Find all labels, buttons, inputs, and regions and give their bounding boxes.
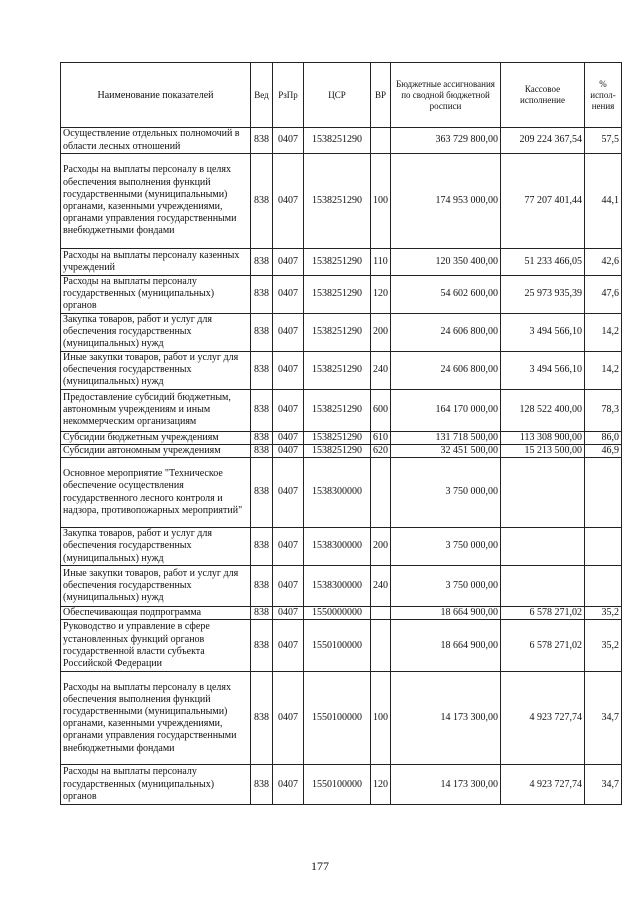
row-rzpr: 0407	[273, 154, 304, 249]
row-budget: 174 953 000,00	[391, 154, 501, 249]
row-csr: 1550000000	[304, 607, 371, 620]
row-name: Руководство и управление в сфере установленных функций органов государственной власти субъекта Российской Федерации	[61, 620, 251, 672]
row-pct: 86,0	[585, 431, 622, 444]
row-name: Расходы на выплаты персоналу в целях обеспечения выполнения функций государственными (муниципальными) органами, казенными учреждениями, органами управления государственными внебюджетными фондами	[61, 672, 251, 765]
row-csr: 1538300000	[304, 458, 371, 528]
row-vr: 100	[371, 154, 391, 249]
row-name: Осуществление отдельных полномочий в области лесных отношений	[61, 128, 251, 154]
row-budget: 3 750 000,00	[391, 528, 501, 566]
row-ved: 838	[251, 313, 273, 351]
row-rzpr: 0407	[273, 313, 304, 351]
row-ved: 838	[251, 154, 273, 249]
row-rzpr: 0407	[273, 431, 304, 444]
row-csr: 1538251290	[304, 351, 371, 389]
row-rzpr: 0407	[273, 128, 304, 154]
row-cash: 25 973 935,39	[501, 276, 585, 314]
row-name: Закупка товаров, работ и услуг для обеспечения государственных (муниципальных) нужд	[61, 528, 251, 566]
row-cash: 128 522 400,00	[501, 389, 585, 431]
header-vr: ВР	[371, 63, 391, 128]
header-cash: Кассовое исполнение	[501, 63, 585, 128]
table-row	[61, 313, 622, 351]
row-cash: 77 207 401,44	[501, 154, 585, 249]
row-csr: 1550100000	[304, 620, 371, 672]
table-row	[61, 128, 622, 154]
row-rzpr: 0407	[273, 528, 304, 566]
row-name: Субсидии бюджетным учреждениям	[61, 431, 251, 444]
row-pct: 35,2	[585, 620, 622, 672]
header-ved: Вед	[251, 63, 273, 128]
table-row	[61, 431, 622, 444]
row-cash: 6 578 271,02	[501, 620, 585, 672]
row-name: Расходы на выплаты персоналу государственных (муниципальных) органов	[61, 276, 251, 314]
row-budget: 24 606 800,00	[391, 351, 501, 389]
header-name: Наименование показателей	[61, 63, 251, 128]
table-row	[61, 458, 622, 528]
row-ved: 838	[251, 458, 273, 528]
table-row	[61, 566, 622, 607]
row-rzpr: 0407	[273, 620, 304, 672]
row-vr: 100	[371, 672, 391, 765]
row-cash	[501, 458, 585, 528]
row-pct: 34,7	[585, 672, 622, 765]
table-row	[61, 154, 622, 249]
row-pct: 14,2	[585, 313, 622, 351]
row-cash: 51 233 466,05	[501, 249, 585, 276]
row-pct	[585, 566, 622, 607]
row-ved: 838	[251, 276, 273, 314]
row-name: Закупка товаров, работ и услуг для обеспечения государственных (муниципальных) нужд	[61, 313, 251, 351]
row-csr: 1538251290	[304, 154, 371, 249]
row-ved: 838	[251, 249, 273, 276]
row-rzpr: 0407	[273, 444, 304, 457]
row-ved: 838	[251, 765, 273, 805]
row-cash	[501, 566, 585, 607]
table-row	[61, 249, 622, 276]
row-rzpr: 0407	[273, 249, 304, 276]
row-pct: 14,2	[585, 351, 622, 389]
row-ved: 838	[251, 528, 273, 566]
row-vr	[371, 620, 391, 672]
row-cash	[501, 528, 585, 566]
row-vr: 120	[371, 276, 391, 314]
row-ved: 838	[251, 128, 273, 154]
row-pct: 46,9	[585, 444, 622, 457]
row-name: Расходы на выплаты персоналу в целях обеспечения выполнения функций государственными (муниципальными) органами, казенными учреждениями, органами управления государственными внебюджетными фондами	[61, 154, 251, 249]
row-vr: 200	[371, 313, 391, 351]
header-rzpr: РзПр	[273, 63, 304, 128]
row-csr: 1538251290	[304, 444, 371, 457]
table-row	[61, 351, 622, 389]
row-cash: 3 494 566,10	[501, 351, 585, 389]
row-csr: 1538300000	[304, 528, 371, 566]
row-budget: 164 170 000,00	[391, 389, 501, 431]
row-cash: 15 213 500,00	[501, 444, 585, 457]
row-vr: 620	[371, 444, 391, 457]
row-vr: 240	[371, 351, 391, 389]
row-csr: 1538300000	[304, 566, 371, 607]
row-vr	[371, 607, 391, 620]
row-name: Расходы на выплаты персоналу казенных учреждений	[61, 249, 251, 276]
row-budget: 3 750 000,00	[391, 566, 501, 607]
row-csr: 1538251290	[304, 276, 371, 314]
row-cash: 209 224 367,54	[501, 128, 585, 154]
row-ved: 838	[251, 620, 273, 672]
row-csr: 1538251290	[304, 249, 371, 276]
budget-execution-table	[60, 62, 622, 805]
row-budget: 3 750 000,00	[391, 458, 501, 528]
row-name: Расходы на выплаты персоналу государственных (муниципальных) органов	[61, 765, 251, 805]
row-budget: 18 664 900,00	[391, 607, 501, 620]
row-budget: 32 451 500,00	[391, 444, 501, 457]
header-budget: Бюджетные ассигнования по сводной бюджетной росписи	[391, 63, 501, 128]
row-ved: 838	[251, 389, 273, 431]
row-pct	[585, 458, 622, 528]
row-budget: 14 173 300,00	[391, 672, 501, 765]
row-cash: 6 578 271,02	[501, 607, 585, 620]
row-csr: 1538251290	[304, 128, 371, 154]
row-name: Основное мероприятие "Техническое обеспечение осуществления государственного лесного контроля и надзора, противопожарных мероприятий"	[61, 458, 251, 528]
row-budget: 54 602 600,00	[391, 276, 501, 314]
row-rzpr: 0407	[273, 276, 304, 314]
table-row	[61, 765, 622, 805]
row-rzpr: 0407	[273, 351, 304, 389]
table-header-row	[61, 63, 622, 128]
row-rzpr: 0407	[273, 458, 304, 528]
row-vr	[371, 458, 391, 528]
header-pct: % испол-нения	[585, 63, 622, 128]
row-vr: 600	[371, 389, 391, 431]
row-budget: 363 729 800,00	[391, 128, 501, 154]
row-pct: 44,1	[585, 154, 622, 249]
row-ved: 838	[251, 444, 273, 457]
row-budget: 120 350 400,00	[391, 249, 501, 276]
header-csr: ЦСР	[304, 63, 371, 128]
row-rzpr: 0407	[273, 607, 304, 620]
row-ved: 838	[251, 672, 273, 765]
row-vr: 240	[371, 566, 391, 607]
row-pct	[585, 528, 622, 566]
table-row	[61, 528, 622, 566]
row-csr: 1538251290	[304, 313, 371, 351]
row-budget: 131 718 500,00	[391, 431, 501, 444]
page-number: 177	[311, 859, 329, 873]
row-pct: 78,3	[585, 389, 622, 431]
row-pct: 35,2	[585, 607, 622, 620]
row-name: Предоставление субсидий бюджетным, автономным учреждениям и иным некоммерческим организациям	[61, 389, 251, 431]
row-name: Иные закупки товаров, работ и услуг для обеспечения государственных (муниципальных) нужд	[61, 566, 251, 607]
table-row	[61, 276, 622, 314]
row-vr: 120	[371, 765, 391, 805]
row-ved: 838	[251, 566, 273, 607]
row-csr: 1550100000	[304, 765, 371, 805]
row-vr	[371, 128, 391, 154]
row-budget: 24 606 800,00	[391, 313, 501, 351]
row-rzpr: 0407	[273, 672, 304, 765]
row-vr: 200	[371, 528, 391, 566]
table-row	[61, 672, 622, 765]
row-budget: 18 664 900,00	[391, 620, 501, 672]
row-pct: 42,6	[585, 249, 622, 276]
row-rzpr: 0407	[273, 566, 304, 607]
row-name: Иные закупки товаров, работ и услуг для обеспечения государственных (муниципальных) нужд	[61, 351, 251, 389]
row-budget: 14 173 300,00	[391, 765, 501, 805]
row-rzpr: 0407	[273, 389, 304, 431]
row-pct: 57,5	[585, 128, 622, 154]
row-pct: 47,6	[585, 276, 622, 314]
table-row	[61, 620, 622, 672]
row-vr: 110	[371, 249, 391, 276]
row-name: Субсидии автономным учреждениям	[61, 444, 251, 457]
row-cash: 3 494 566,10	[501, 313, 585, 351]
row-pct: 34,7	[585, 765, 622, 805]
row-rzpr: 0407	[273, 765, 304, 805]
row-csr: 1538251290	[304, 431, 371, 444]
row-csr: 1550100000	[304, 672, 371, 765]
row-cash: 4 923 727,74	[501, 672, 585, 765]
table-row	[61, 444, 622, 457]
row-ved: 838	[251, 351, 273, 389]
row-cash: 113 308 900,00	[501, 431, 585, 444]
row-ved: 838	[251, 431, 273, 444]
row-vr: 610	[371, 431, 391, 444]
table-row	[61, 607, 622, 620]
row-ved: 838	[251, 607, 273, 620]
table-row	[61, 389, 622, 431]
row-cash: 4 923 727,74	[501, 765, 585, 805]
row-name: Обеспечивающая подпрограмма	[61, 607, 251, 620]
row-csr: 1538251290	[304, 389, 371, 431]
